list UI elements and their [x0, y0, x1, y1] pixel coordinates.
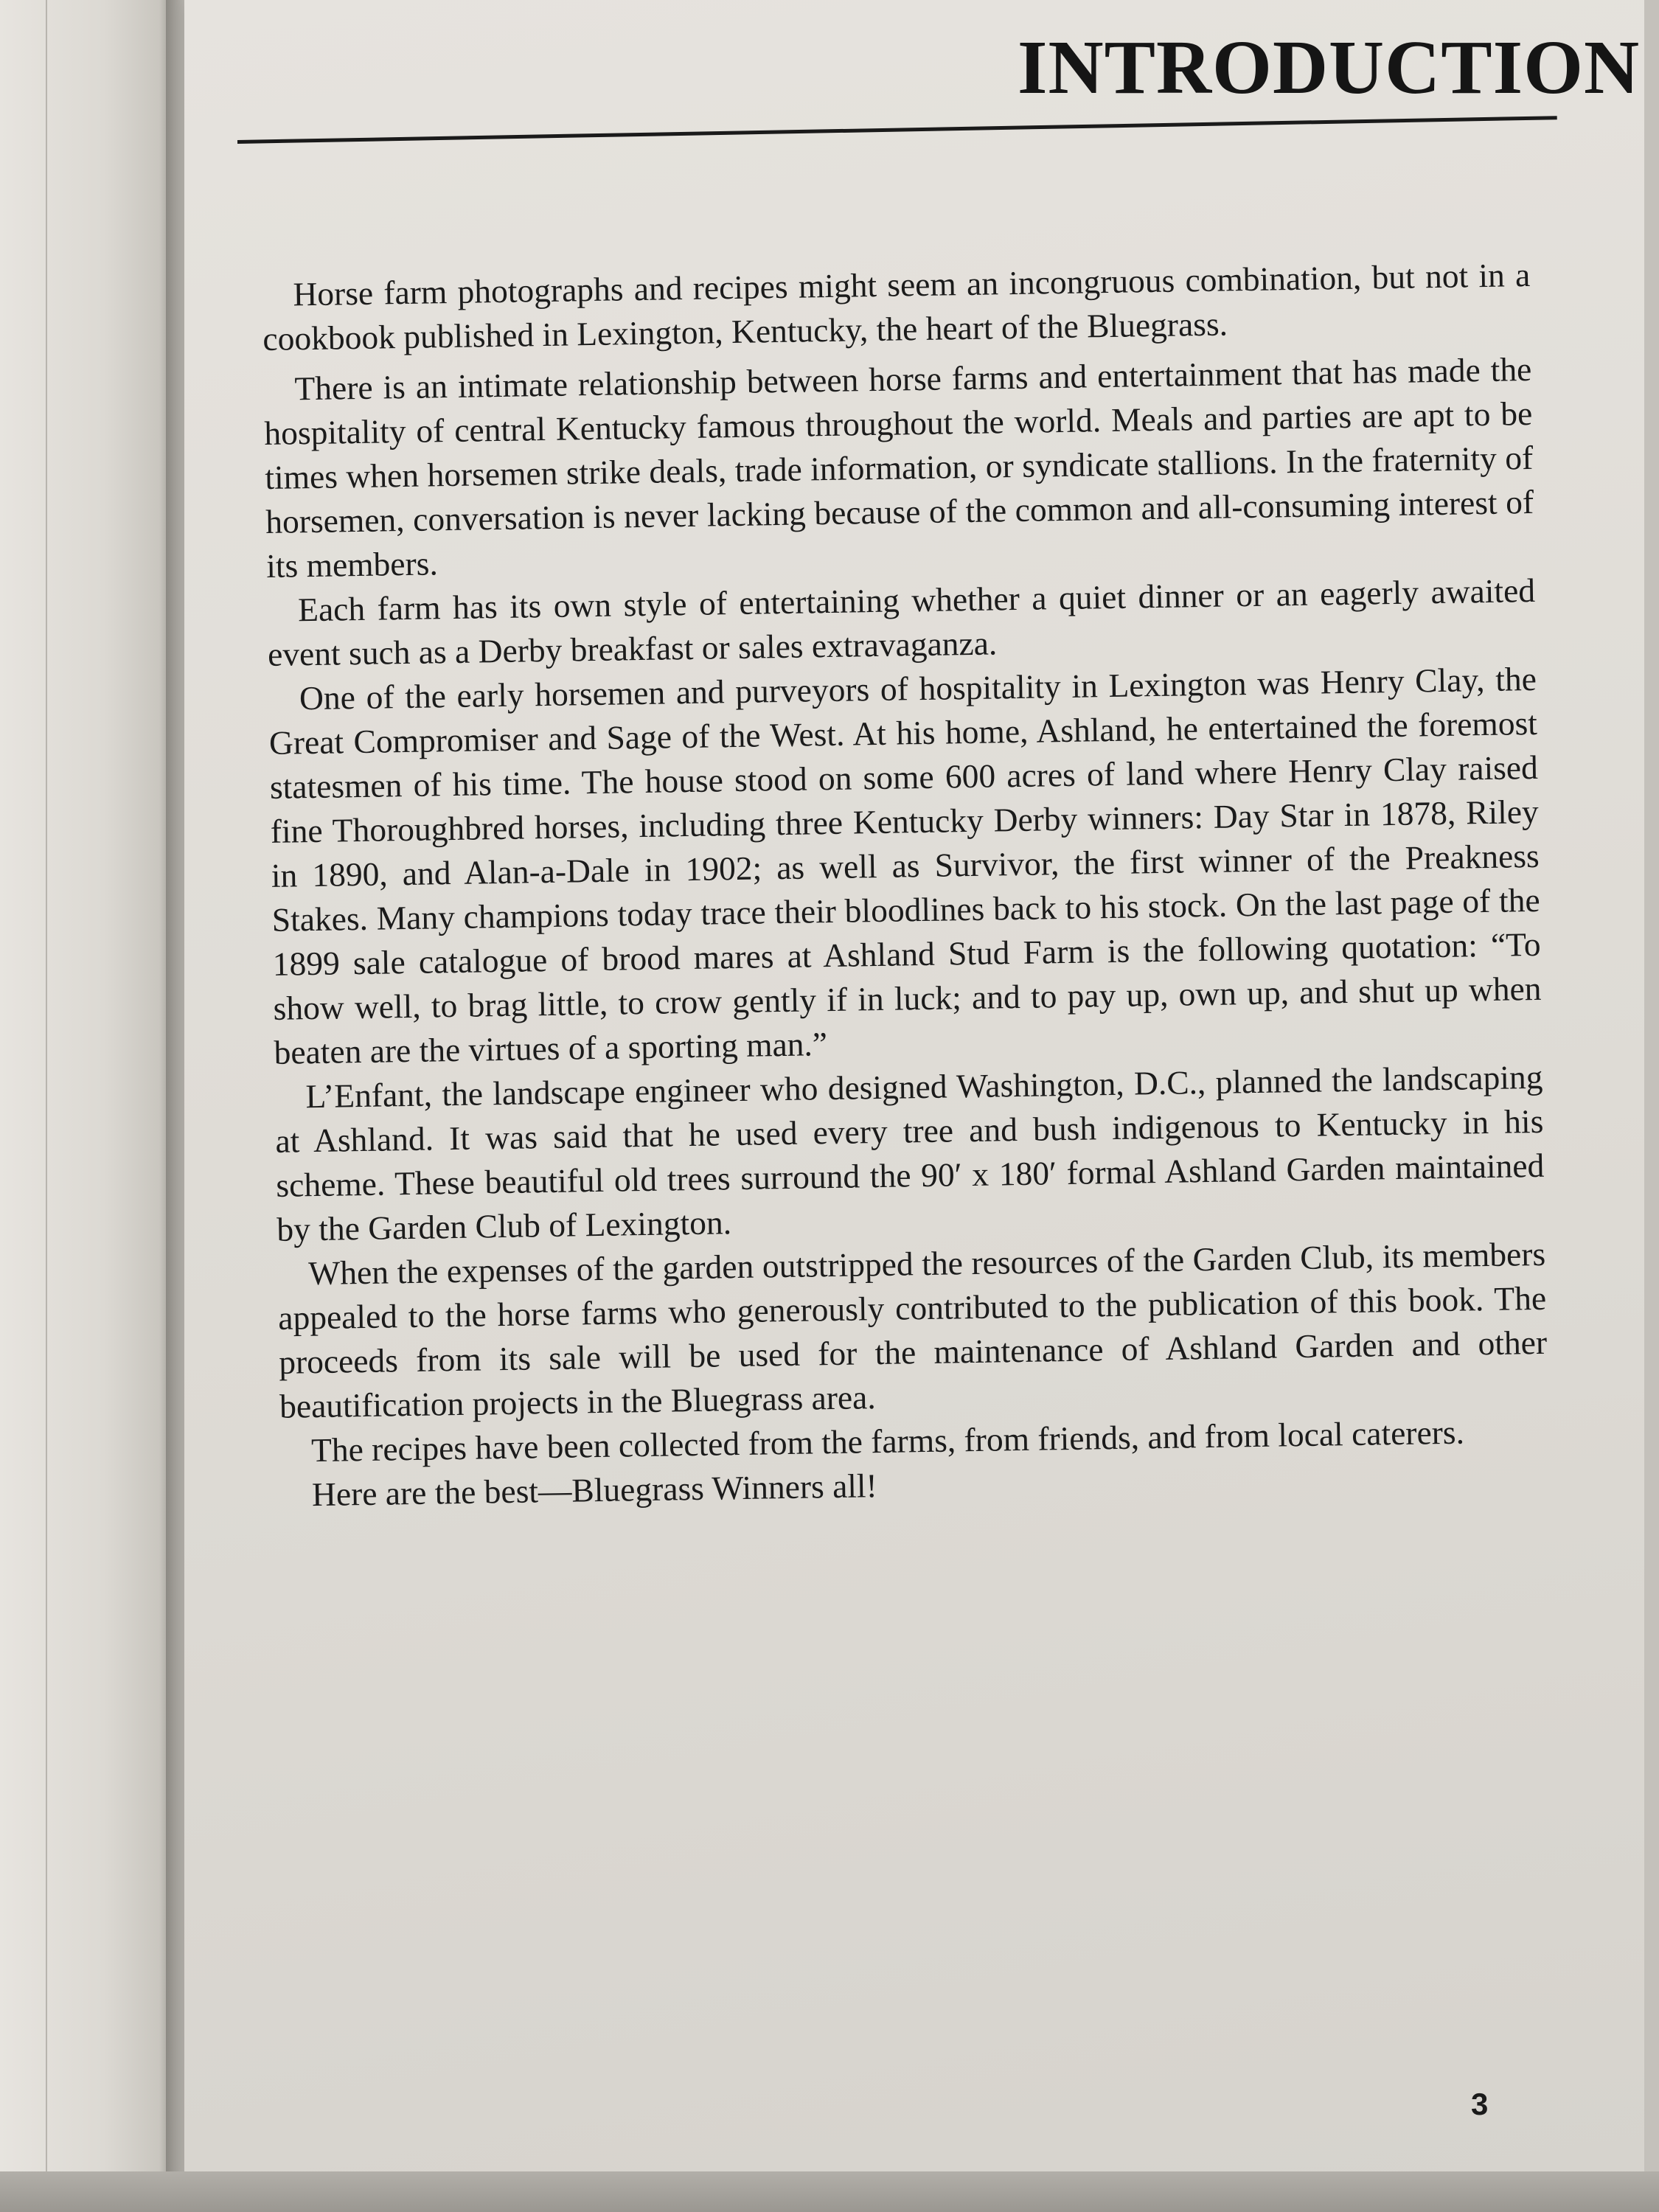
paragraph-8: Here are the best—Bluegrass Winners all! [311, 1467, 878, 1514]
page-header [1018, 25, 1641, 110]
paragraph-4: One of the early horsemen and purveyors of hospitality in Lexington was Henry Clay, the Great Compromiser and Sage of the West. At his home, Ashland, he entertained the foremost statesmen of his time. The house stood on some 600 acres of land where Henry Clay raised fine Thoroughbred horses, including three Kentucky Derby winners: Day Star in 1878, Riley in 1890, and Alan-a-Dale in 1902; as well as Survivor, the first winner of the Preakness Stakes. Many champions today trace their bloodlines back to his stock. On the last page of the 1899 sale catalogue of brood mares at Ashland Stud Farm is the following quotation: “To show well, to brag little, to crow gently if in luck; and to pay up, own up, and shut up when beaten are the virtues of a sporting man.” [268, 659, 1542, 1071]
facing-page-edge [0, 0, 173, 2212]
paragraph-1: Horse farm photographs and recipes might seem an incongruous combination, but not in a cookbook published in Lexington, Kentucky, the heart of the Bluegrass. [262, 255, 1531, 358]
page-edge-line [46, 0, 47, 2212]
introduction-body [262, 253, 1549, 1517]
paragraph-6: When the expenses of the garden outstripped the resources of the Garden Club, its members appealed to the horse farms who generously contributed to the publication of this book. The proceeds from its sale will be used for the maintenance of Ashland Garden and other beautification projects in the Bluegrass area. [277, 1234, 1548, 1425]
paragraph-2: There is an intimate relationship between horse farms and entertainment that has made the hospitality of central Kentucky famous throughout the world. Meals and parties are apt to be times when horsemen strike deals, trade information, or syndicate stallions. In the fraternity of horsemen, conversation is never lacking because of the common and all-consuming interest of its members. [264, 349, 1534, 585]
page-number: 3 [1471, 2087, 1489, 2121]
paragraph-7: The recipes have been collected from the farms, from friends, and from local caterers. [310, 1413, 1465, 1470]
paragraph-5: L’Enfant, the landscape engineer who designed Washington, D.C., planned the landscaping at Ashland. It was said that he used every tree and bush indigenous to Kentucky in his scheme. These beautiful old trees surround the 90′ x 180′ formal Ashland Garden maintained by the Garden Club of Lexington. [275, 1057, 1545, 1248]
background-right [1644, 0, 1659, 2212]
paragraph-3: Each farm has its own style of entertaining whether a quiet dinner or an eagerly awaited event such as a Derby breakfast or sales extravaganza. [267, 571, 1536, 673]
background-bottom [0, 2171, 1659, 2212]
page-title: INTRODUCTION [1018, 25, 1641, 110]
